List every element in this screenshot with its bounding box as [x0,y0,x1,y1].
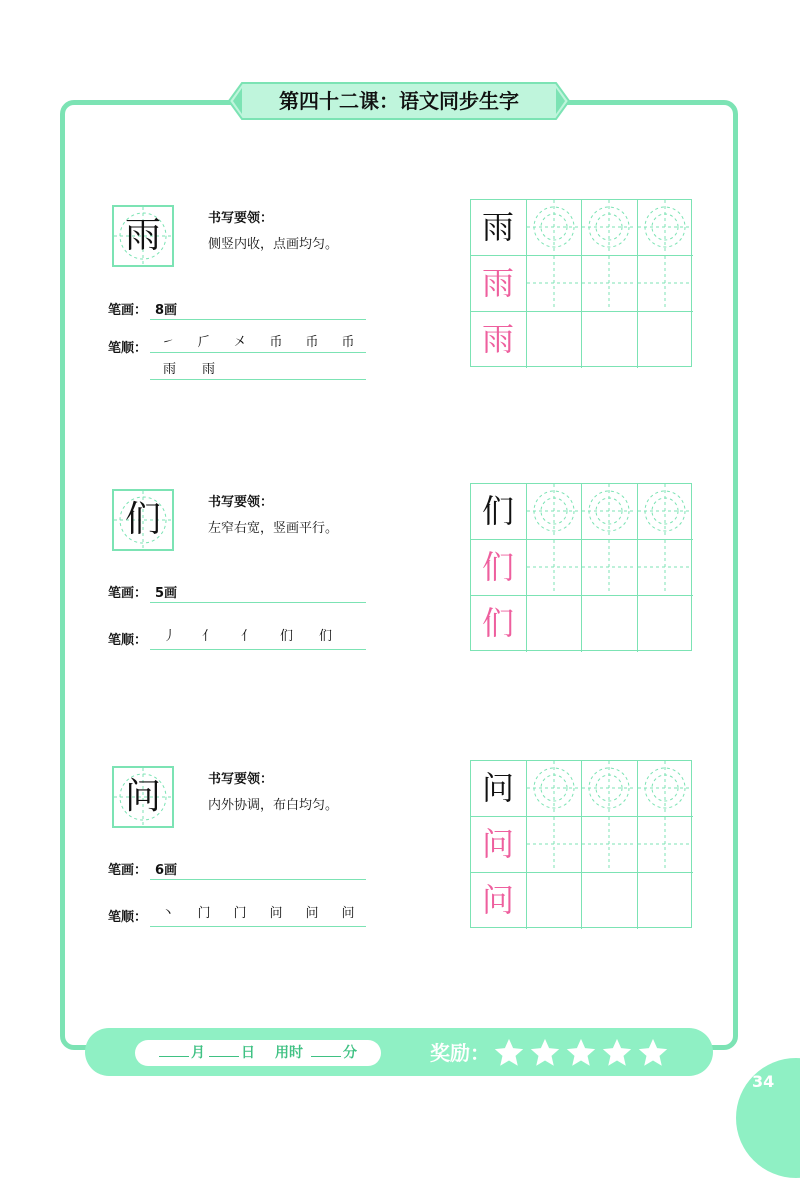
grid-cell [527,484,583,540]
main-char: 们 [124,499,161,540]
tip-label: 书写要领： [208,772,274,787]
stroke-count-label: 笔画： [108,586,148,601]
reward-stars [492,1036,670,1070]
stroke-order-row [150,902,366,922]
stroke-step: 们 [318,629,332,644]
grid-cell [638,873,694,929]
grid-cell [527,200,583,256]
stroke-order-row [150,625,366,645]
grid-cell [471,256,527,312]
grid-cell [527,312,583,368]
minute-blank[interactable] [311,1040,341,1057]
grid-cell [471,540,527,596]
stroke-step: 门 [233,906,247,921]
lesson-section-3 [0,766,800,966]
trace-char: 问 [481,825,514,863]
main-char: 雨 [124,215,161,256]
main-char: 问 [124,776,161,817]
stroke-count-label: 笔画： [108,303,148,318]
main-char-box [112,766,174,828]
stroke-step: 亻 [201,629,215,644]
stroke-step: ㇀ [161,335,175,350]
page-number: 34 [752,1072,775,1091]
grid-cell [582,484,638,540]
stroke-step: 们 [279,629,293,644]
main-char-box [112,205,174,267]
model-char: 问 [481,769,514,807]
stroke-step: 问 [341,906,355,921]
trace-char: 问 [481,881,514,919]
tip-text: 内外协调，布白均匀。 [208,798,339,813]
tip-label: 书写要领： [208,211,274,226]
grid-cell [471,761,527,817]
stroke-order-row [150,331,366,351]
practice-grid [470,483,692,651]
star-icon[interactable] [564,1036,598,1070]
rule-line [150,352,366,353]
stroke-step: 雨 [162,362,176,377]
grid-cell [582,312,638,368]
grid-cell [471,817,527,873]
grid-cell [527,761,583,817]
month-label: 月 [191,1045,205,1061]
practice-grid [470,760,692,928]
stroke-step: 雨 [201,362,215,377]
trace-char: 们 [481,548,514,586]
star-icon[interactable] [600,1036,634,1070]
grid-cell [527,540,583,596]
grid-cell [638,312,694,368]
grid-cell [582,200,638,256]
page-title: 第四十二课：语文同步生字 [279,89,519,113]
stroke-count-label: 笔画： [108,863,148,878]
stroke-step: 亻 [240,629,254,644]
tip-text: 左窄右宽，竖画平行。 [208,521,339,536]
grid-cell [527,256,583,312]
stroke-count: 5画 [155,586,178,601]
grid-cell [638,256,694,312]
grid-cell [582,873,638,929]
stroke-step: 丿 [162,629,176,644]
grid-cell [638,200,694,256]
grid-cell [582,596,638,652]
title-banner [228,82,570,120]
stroke-step: 问 [269,906,283,921]
star-icon[interactable] [528,1036,562,1070]
rule-line [150,379,366,380]
grid-cell [582,540,638,596]
date-time-field[interactable] [135,1040,381,1066]
stroke-step: 币 [305,335,319,350]
grid-cell [471,200,527,256]
grid-cell [638,540,694,596]
stroke-step: 币 [269,335,283,350]
tip-text: 侧竖内收，点画均匀。 [208,237,339,252]
trace-char: 们 [481,604,514,642]
practice-grid [470,199,692,367]
grid-cell [638,761,694,817]
rule-line [150,602,366,603]
main-char-box [112,489,174,551]
stroke-step: 问 [305,906,319,921]
grid-cell [638,817,694,873]
stroke-order-label: 笔顺： [108,910,148,925]
grid-cell [582,761,638,817]
month-blank[interactable] [159,1040,189,1057]
grid-cell [527,596,583,652]
grid-cell [527,817,583,873]
rule-line [150,319,366,320]
stroke-order-row [150,358,366,378]
lesson-section-2 [0,489,800,689]
star-icon[interactable] [636,1036,670,1070]
rule-line [150,879,366,880]
day-label: 日 [241,1045,255,1061]
trace-char: 雨 [481,320,514,358]
rule-line [150,926,366,927]
star-icon[interactable] [492,1036,526,1070]
trace-char: 雨 [481,264,514,302]
model-char: 们 [481,492,514,530]
minute-label: 分 [343,1045,357,1061]
stroke-step: 𠂆 [197,335,211,350]
stroke-count: 8画 [155,303,178,318]
stroke-step: 币 [341,335,355,350]
model-char: 雨 [481,208,514,246]
grid-cell [471,312,527,368]
stroke-order-label: 笔顺： [108,341,148,356]
grid-cell [582,817,638,873]
stroke-step: 㐅 [233,335,247,350]
grid-cell [527,873,583,929]
time-label: 用时 [275,1045,303,1061]
reward-label: 奖励： [430,1041,490,1065]
grid-cell [638,596,694,652]
stroke-step: 丶 [161,906,175,921]
tip-label: 书写要领： [208,495,274,510]
grid-cell [638,484,694,540]
lesson-section-1 [0,205,800,405]
grid-cell [471,873,527,929]
grid-cell [471,484,527,540]
day-blank[interactable] [209,1040,239,1057]
stroke-order-label: 笔顺： [108,633,148,648]
grid-cell [471,596,527,652]
rule-line [150,649,366,650]
stroke-step: 门 [197,906,211,921]
grid-cell [582,256,638,312]
stroke-count: 6画 [155,863,178,878]
